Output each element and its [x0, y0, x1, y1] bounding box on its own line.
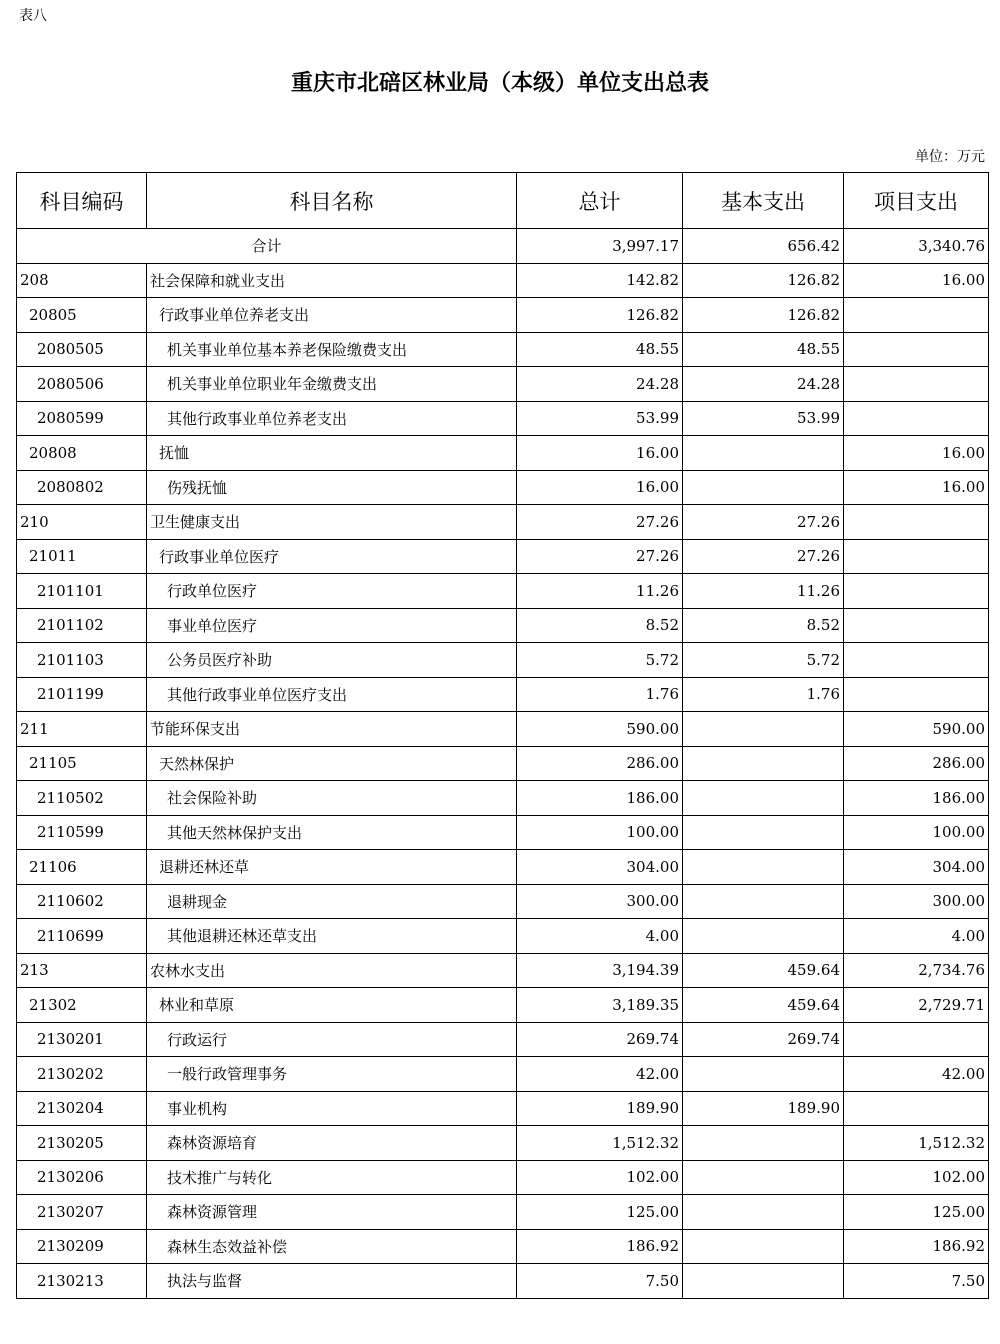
- table-row: [17, 1022, 989, 1057]
- cell-name: 退耕现金: [147, 884, 517, 919]
- table-row: [17, 884, 989, 919]
- cell-project: 186.92: [844, 1229, 989, 1264]
- cell-project: [844, 677, 989, 712]
- table-row: [17, 746, 989, 781]
- cell-project: [844, 1022, 989, 1057]
- cell-total: 102.00: [517, 1160, 683, 1195]
- cell-total: 48.55: [517, 332, 683, 367]
- cell-code: 2130204: [17, 1091, 147, 1126]
- table-row: [17, 298, 989, 333]
- cell-code: 2130207: [17, 1195, 147, 1230]
- cell-code: 2080505: [17, 332, 147, 367]
- cell-code: 208: [17, 263, 147, 298]
- cell-name: 其他行政事业单位医疗支出: [147, 677, 517, 712]
- cell-total: 7.50: [517, 1264, 683, 1299]
- cell-basic: 8.52: [683, 608, 844, 643]
- cell-name: 抚恤: [147, 436, 517, 471]
- cell-project: 16.00: [844, 470, 989, 505]
- cell-total: 286.00: [517, 746, 683, 781]
- cell-name: 公务员医疗补助: [147, 643, 517, 678]
- table-row: [17, 1195, 989, 1230]
- cell-project: 16.00: [844, 263, 989, 298]
- cell-name: 天然林保护: [147, 746, 517, 781]
- cell-total: 590.00: [517, 712, 683, 747]
- cell-basic: 189.90: [683, 1091, 844, 1126]
- table-row: [17, 850, 989, 885]
- table-row: [17, 574, 989, 609]
- cell-total: 189.90: [517, 1091, 683, 1126]
- cell-project: 1,512.32: [844, 1126, 989, 1161]
- table-row: [17, 988, 989, 1023]
- cell-code: 213: [17, 953, 147, 988]
- cell-code: 2101102: [17, 608, 147, 643]
- cell-basic: 27.26: [683, 505, 844, 540]
- cell-code: 2080802: [17, 470, 147, 505]
- cell-project: [844, 643, 989, 678]
- cell-project: 2,734.76: [844, 953, 989, 988]
- cell-basic: 11.26: [683, 574, 844, 609]
- column-header-total: 总计: [517, 173, 683, 229]
- cell-name: 社会保障和就业支出: [147, 263, 517, 298]
- table-row: [17, 919, 989, 954]
- cell-name: 其他退耕还林还草支出: [147, 919, 517, 954]
- cell-project: 300.00: [844, 884, 989, 919]
- cell-code: 2101103: [17, 643, 147, 678]
- unit-label: 单位：万元: [915, 149, 985, 165]
- table-row: [17, 781, 989, 816]
- table-row: [17, 1057, 989, 1092]
- column-header-basic: 基本支出: [683, 173, 844, 229]
- total-row-project: 3,340.76: [844, 229, 989, 264]
- cell-code: 211: [17, 712, 147, 747]
- cell-name: 森林资源培育: [147, 1126, 517, 1161]
- table-row: [17, 539, 989, 574]
- cell-code: 2110599: [17, 815, 147, 850]
- column-header-code: 科目编码: [17, 173, 147, 229]
- table-row: [17, 953, 989, 988]
- cell-total: 269.74: [517, 1022, 683, 1057]
- table-body: [17, 229, 989, 1299]
- cell-basic: [683, 884, 844, 919]
- cell-total: 27.26: [517, 539, 683, 574]
- cell-basic: [683, 919, 844, 954]
- total-row-label: 合计: [17, 229, 517, 264]
- cell-basic: [683, 781, 844, 816]
- cell-project: 186.00: [844, 781, 989, 816]
- table-row: [17, 712, 989, 747]
- cell-code: 21105: [17, 746, 147, 781]
- table-row: [17, 470, 989, 505]
- cell-total: 53.99: [517, 401, 683, 436]
- cell-basic: [683, 746, 844, 781]
- cell-name: 林业和草原: [147, 988, 517, 1023]
- cell-total: 125.00: [517, 1195, 683, 1230]
- cell-basic: 1.76: [683, 677, 844, 712]
- cell-code: 2080599: [17, 401, 147, 436]
- cell-name: 机关事业单位基本养老保险缴费支出: [147, 332, 517, 367]
- cell-total: 304.00: [517, 850, 683, 885]
- cell-total: 1.76: [517, 677, 683, 712]
- table-row: [17, 608, 989, 643]
- cell-name: 退耕还林还草: [147, 850, 517, 885]
- cell-code: 2110502: [17, 781, 147, 816]
- cell-project: [844, 539, 989, 574]
- cell-code: 2080506: [17, 367, 147, 402]
- cell-project: 286.00: [844, 746, 989, 781]
- table-row: [17, 436, 989, 471]
- cell-project: 7.50: [844, 1264, 989, 1299]
- cell-code: 2110699: [17, 919, 147, 954]
- cell-basic: [683, 436, 844, 471]
- cell-project: [844, 298, 989, 333]
- cell-name: 伤残抚恤: [147, 470, 517, 505]
- table-row: [17, 1229, 989, 1264]
- cell-total: 4.00: [517, 919, 683, 954]
- cell-basic: [683, 1264, 844, 1299]
- cell-project: [844, 367, 989, 402]
- cell-name: 行政运行: [147, 1022, 517, 1057]
- cell-project: [844, 1091, 989, 1126]
- table-header: [17, 173, 989, 229]
- cell-project: 590.00: [844, 712, 989, 747]
- cell-name: 森林资源管理: [147, 1195, 517, 1230]
- cell-basic: 126.82: [683, 298, 844, 333]
- cell-code: 21011: [17, 539, 147, 574]
- header-row: [17, 173, 989, 229]
- cell-total: 27.26: [517, 505, 683, 540]
- cell-name: 机关事业单位职业年金缴费支出: [147, 367, 517, 402]
- table-row: [17, 677, 989, 712]
- cell-project: [844, 401, 989, 436]
- cell-project: [844, 505, 989, 540]
- cell-basic: 269.74: [683, 1022, 844, 1057]
- cell-name: 森林生态效益补偿: [147, 1229, 517, 1264]
- cell-basic: [683, 1229, 844, 1264]
- cell-basic: [683, 1057, 844, 1092]
- cell-project: 125.00: [844, 1195, 989, 1230]
- cell-code: 2130201: [17, 1022, 147, 1057]
- cell-code: 2101101: [17, 574, 147, 609]
- cell-basic: [683, 712, 844, 747]
- cell-total: 11.26: [517, 574, 683, 609]
- total-row-total: 3,997.17: [517, 229, 683, 264]
- cell-code: 2101199: [17, 677, 147, 712]
- cell-name: 卫生健康支出: [147, 505, 517, 540]
- cell-name: 其他行政事业单位养老支出: [147, 401, 517, 436]
- cell-code: 20805: [17, 298, 147, 333]
- table-row: [17, 1126, 989, 1161]
- cell-project: 102.00: [844, 1160, 989, 1195]
- table-row: [17, 401, 989, 436]
- cell-basic: 27.26: [683, 539, 844, 574]
- table-row: [17, 332, 989, 367]
- cell-basic: 53.99: [683, 401, 844, 436]
- cell-project: 16.00: [844, 436, 989, 471]
- cell-total: 3,189.35: [517, 988, 683, 1023]
- page-title: 重庆市北碚区林业局（本级）单位支出总表: [290, 71, 709, 96]
- cell-basic: [683, 1195, 844, 1230]
- table-row: [17, 1264, 989, 1299]
- cell-total: 8.52: [517, 608, 683, 643]
- cell-code: 2130209: [17, 1229, 147, 1264]
- cell-name: 节能环保支出: [147, 712, 517, 747]
- table-row: [17, 1160, 989, 1195]
- cell-total: 300.00: [517, 884, 683, 919]
- cell-name: 事业单位医疗: [147, 608, 517, 643]
- cell-basic: 459.64: [683, 988, 844, 1023]
- cell-basic: 24.28: [683, 367, 844, 402]
- cell-code: 2130205: [17, 1126, 147, 1161]
- cell-name: 事业机构: [147, 1091, 517, 1126]
- cell-name: 行政事业单位养老支出: [147, 298, 517, 333]
- cell-project: 4.00: [844, 919, 989, 954]
- cell-total: 3,194.39: [517, 953, 683, 988]
- cell-name: 一般行政管理事务: [147, 1057, 517, 1092]
- cell-name: 技术推广与转化: [147, 1160, 517, 1195]
- cell-name: 执法与监督: [147, 1264, 517, 1299]
- cell-code: 21106: [17, 850, 147, 885]
- cell-project: [844, 608, 989, 643]
- total-row: [17, 229, 989, 264]
- cell-basic: [683, 850, 844, 885]
- table-row: [17, 367, 989, 402]
- cell-total: 186.92: [517, 1229, 683, 1264]
- total-row-basic: 656.42: [683, 229, 844, 264]
- cell-code: 2110602: [17, 884, 147, 919]
- cell-project: 42.00: [844, 1057, 989, 1092]
- cell-name: 农林水支出: [147, 953, 517, 988]
- cell-code: 2130202: [17, 1057, 147, 1092]
- cell-total: 5.72: [517, 643, 683, 678]
- table-row: [17, 505, 989, 540]
- cell-project: [844, 574, 989, 609]
- cell-code: 21302: [17, 988, 147, 1023]
- cell-total: 142.82: [517, 263, 683, 298]
- cell-basic: [683, 815, 844, 850]
- cell-basic: 5.72: [683, 643, 844, 678]
- cell-project: 2,729.71: [844, 988, 989, 1023]
- table-row: [17, 643, 989, 678]
- cell-basic: 459.64: [683, 953, 844, 988]
- column-header-project: 项目支出: [844, 173, 989, 229]
- cell-total: 100.00: [517, 815, 683, 850]
- cell-name: 行政事业单位医疗: [147, 539, 517, 574]
- cell-code: 2130206: [17, 1160, 147, 1195]
- table-row: [17, 263, 989, 298]
- cell-name: 其他天然林保护支出: [147, 815, 517, 850]
- table-row: [17, 815, 989, 850]
- cell-project: 100.00: [844, 815, 989, 850]
- cell-name: 社会保险补助: [147, 781, 517, 816]
- cell-basic: [683, 1160, 844, 1195]
- cell-basic: 126.82: [683, 263, 844, 298]
- table-row: [17, 1091, 989, 1126]
- cell-project: 304.00: [844, 850, 989, 885]
- cell-basic: [683, 470, 844, 505]
- cell-basic: [683, 1126, 844, 1161]
- cell-basic: 48.55: [683, 332, 844, 367]
- cell-code: 20808: [17, 436, 147, 471]
- cell-total: 126.82: [517, 298, 683, 333]
- table-label: 表八: [19, 8, 47, 24]
- expenditure-table: [16, 172, 989, 1299]
- cell-total: 24.28: [517, 367, 683, 402]
- cell-total: 16.00: [517, 470, 683, 505]
- cell-total: 186.00: [517, 781, 683, 816]
- cell-total: 42.00: [517, 1057, 683, 1092]
- cell-project: [844, 332, 989, 367]
- cell-total: 16.00: [517, 436, 683, 471]
- column-header-name: 科目名称: [147, 173, 517, 229]
- cell-code: 2130213: [17, 1264, 147, 1299]
- cell-total: 1,512.32: [517, 1126, 683, 1161]
- cell-name: 行政单位医疗: [147, 574, 517, 609]
- cell-code: 210: [17, 505, 147, 540]
